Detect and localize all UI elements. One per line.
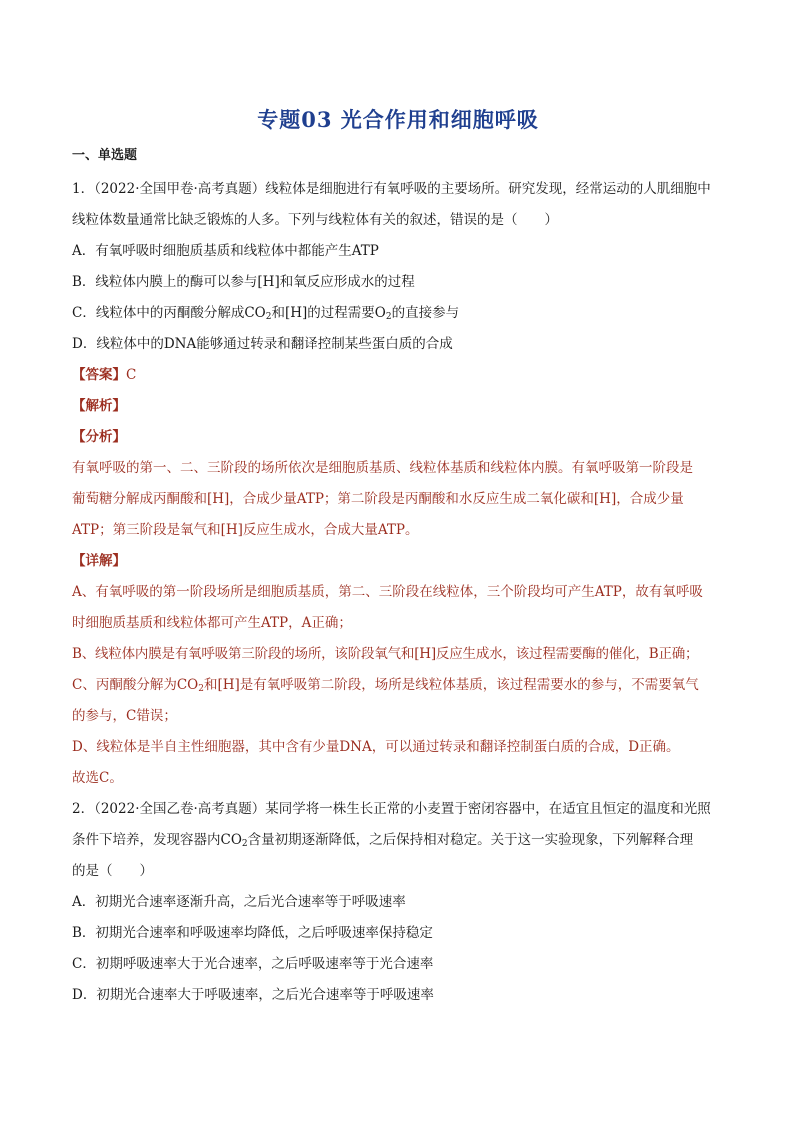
q2-stem-line2: 条件下培养，发现容器内$CO_2$含量初期逐渐降低，之后保持相对稳定。关于这一实验现象，下列解释合理 [72,832,694,849]
question-1 [72,174,724,794]
q1-conclusion: 故选C。 [72,770,123,786]
q1-answer: 【答案】C [72,367,137,383]
q2-option-b: B．初期光合速率和呼吸速率均降低，之后呼吸速率保持稳定 [72,925,433,941]
q2-stem-line1: 2．（2022·全国乙卷·高考真题）某同学将一株生长正常的小麦置于密闭容器中，在适宜且恒定的温度和光照 [72,801,711,817]
q1-detail-tag: 【详解】 [72,553,126,569]
q1-stem-line2: 线粒体数量通常比缺乏锻炼的人多。下列与线粒体有关的叙述，错误的是（ ） [72,212,558,228]
q1-detail-b: B、线粒体内膜是有氧呼吸第三阶段的场所，该阶段氧气和[H]反应生成水，该过程需要酶的催化，B正确； [72,646,699,662]
q1-option-a: A．有氧呼吸时细胞质基质和线粒体中都能产生ATP [72,243,379,259]
q2-option-d: D．初期光合速率大于呼吸速率，之后光合速率等于呼吸速率 [72,987,434,1003]
q2-stem-line3: 的是（ ） [72,863,153,879]
question-2 [72,794,724,1011]
q1-option-b: B．线粒体内膜上的酶可以参与[H]和氧反应形成水的过程 [72,274,415,290]
page-title: 专题03 光合作用和细胞呼吸 [257,107,539,132]
q1-option-c: C．线粒体中的丙酮酸分解成$CO_2$和[H]的过程需要$O_2$的直接参与 [72,305,460,322]
q2-option-c: C．初期呼吸速率大于光合速率，之后呼吸速率等于光合速率 [72,956,434,972]
q1-answer-value: C [126,367,137,383]
q1-detail-a1: A、有氧呼吸的第一阶段场所是细胞质基质，第二、三阶段在线粒体，三个阶段均可产生ATP，故有氧呼吸 [72,584,703,600]
q1-stem-line1: 1．（2022·全国甲卷·高考真题）线粒体是细胞进行有氧呼吸的主要场所。研究发现，经常运动的人肌细胞中 [72,181,711,197]
q1-fenxi-tag: 【分析】 [72,429,126,445]
q1-option-d: D．线粒体中的DNA能够通过转录和翻译控制某些蛋白质的合成 [72,336,453,352]
q1-detail-d: D、线粒体是半自主性细胞器，其中含有少量DNA，可以通过转录和翻译控制蛋白质的合成，D正确。 [72,739,680,755]
q1-analysis-tag: 【解析】 [72,398,126,414]
q1-detail-c2: 的参与，C错误； [72,708,177,724]
q1-fenxi-line1: 有氧呼吸的第一、二、三阶段的场所依次是细胞质基质、线粒体基质和线粒体内膜。有氧呼吸第一阶段是 [72,460,693,476]
q2-option-a: A．初期光合速率逐渐升高，之后光合速率等于呼吸速率 [72,894,406,910]
section-heading: 一、单选题 [72,148,138,163]
q1-detail-c1: C、丙酮酸分解为$CO_2$和[H]是有氧呼吸第二阶段，场所是线粒体基质，该过程需要水的参与，不需要氧气 [72,677,699,694]
q1-fenxi-line3: ATP；第三阶段是氧气和[H]反应生成水，合成大量ATP。 [72,522,419,538]
q1-detail-a2: 时细胞质基质和线粒体都可产生ATP，A正确； [72,615,352,631]
q1-fenxi-line2: 葡萄糖分解成丙酮酸和[H]，合成少量ATP；第二阶段是丙酮酸和水反应生成二氧化碳和[H]，合成少量 [72,491,684,507]
